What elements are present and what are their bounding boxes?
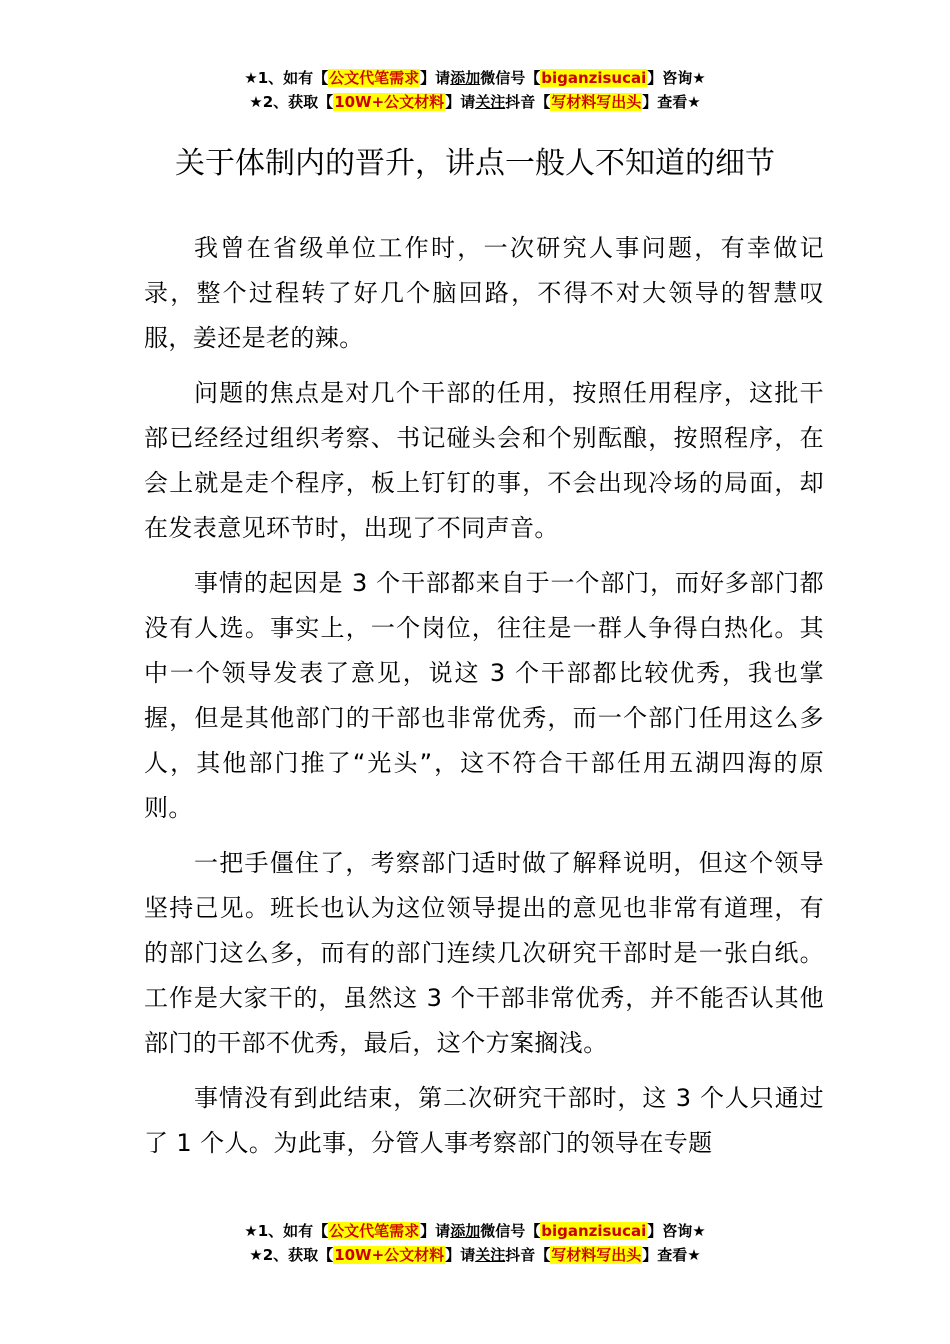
banner-text: 】查看★ xyxy=(642,93,701,111)
banner-text: 微信号【 xyxy=(480,1222,541,1240)
banner-text: 】请 xyxy=(445,93,476,111)
banner-text: 微信号【 xyxy=(480,69,541,87)
banner-underlined: 关注 xyxy=(475,1246,506,1264)
banner-line-1 xyxy=(0,1219,950,1243)
douyin-id: 写材料写出头 xyxy=(551,93,642,111)
banner-text: ★1、如有【 xyxy=(244,69,329,87)
banner-text: 抖音【 xyxy=(505,1246,551,1264)
paragraph: 我曾在省级单位工作时，一次研究人事问题，有幸做记录，整个过程转了好几个脑回路，不得不对大领导的智慧叹服，姜还是老的辣。 xyxy=(144,234,824,352)
wechat-id: biganzisucai xyxy=(541,1222,647,1240)
paragraph: 一把手僵住了，考察部门适时做了解释说明，但这个领导坚持己见。班长也认为这位领导提出的意见也非常有道理，有的部门这么多，而有的部门连续几次研究干部时是一张白纸。工作是大家干的，虽然这 3 个干部非常优秀，并不能否认其他部门的干部不优秀，最后，这个方案搁浅。 xyxy=(144,849,824,1057)
banner-highlight: 公文代笔需求 xyxy=(329,69,420,87)
footer-banner xyxy=(0,1219,950,1267)
banner-underlined: 添加 xyxy=(450,1222,481,1240)
banner-text: 抖音【 xyxy=(505,93,551,111)
wechat-id: biganzisucai xyxy=(541,69,647,87)
banner-text: 】咨询★ xyxy=(647,1222,706,1240)
banner-text: ★2、获取【 xyxy=(249,93,334,111)
banner-text: 】请 xyxy=(420,1222,451,1240)
banner-highlight: 10W+公文材料 xyxy=(334,1246,445,1264)
banner-text: ★1、如有【 xyxy=(244,1222,329,1240)
banner-underlined: 添加 xyxy=(450,69,481,87)
banner-highlight: 10W+公文材料 xyxy=(334,93,445,111)
header-banner xyxy=(0,66,950,114)
page-title: 关于体制内的晋升，讲点一般人不知道的细节 xyxy=(175,146,775,182)
paragraph: 事情的起因是 3 个干部都来自于一个部门，而好多部门都没有人选。事实上，一个岗位，往往是一群人争得白热化。其中一个领导发表了意见，说这 3 个干部都比较优秀，我也掌握，但是其他部门的干部也非常优秀，而一个部门任用这么多人，其他部门推了“光头”，这不符合干部任用五湖四海的原则。 xyxy=(144,569,824,822)
banner-highlight: 公文代笔需求 xyxy=(329,1222,420,1240)
douyin-id: 写材料写出头 xyxy=(551,1246,642,1264)
banner-text: 】查看★ xyxy=(642,1246,701,1264)
article-body xyxy=(144,226,824,1176)
banner-text: 】请 xyxy=(420,69,451,87)
banner-line-1 xyxy=(0,66,950,90)
banner-line-2 xyxy=(0,1243,950,1267)
banner-text: ★2、获取【 xyxy=(249,1246,334,1264)
banner-line-2 xyxy=(0,90,950,114)
paragraph: 问题的焦点是对几个干部的任用，按照任用程序，这批干部已经经过组织考察、书记碰头会和个别酝酿，按照程序，在会上就是走个程序，板上钉钉的事，不会出现冷场的局面，却在发表意见环节时，出现了不同声音。 xyxy=(144,379,824,542)
banner-text: 】请 xyxy=(445,1246,476,1264)
paragraph: 事情没有到此结束，第二次研究干部时，这 3 个人只通过了 1 个人。为此事，分管人事考察部门的领导在专题 xyxy=(144,1084,824,1157)
banner-underlined: 关注 xyxy=(475,93,506,111)
banner-text: 】咨询★ xyxy=(647,69,706,87)
